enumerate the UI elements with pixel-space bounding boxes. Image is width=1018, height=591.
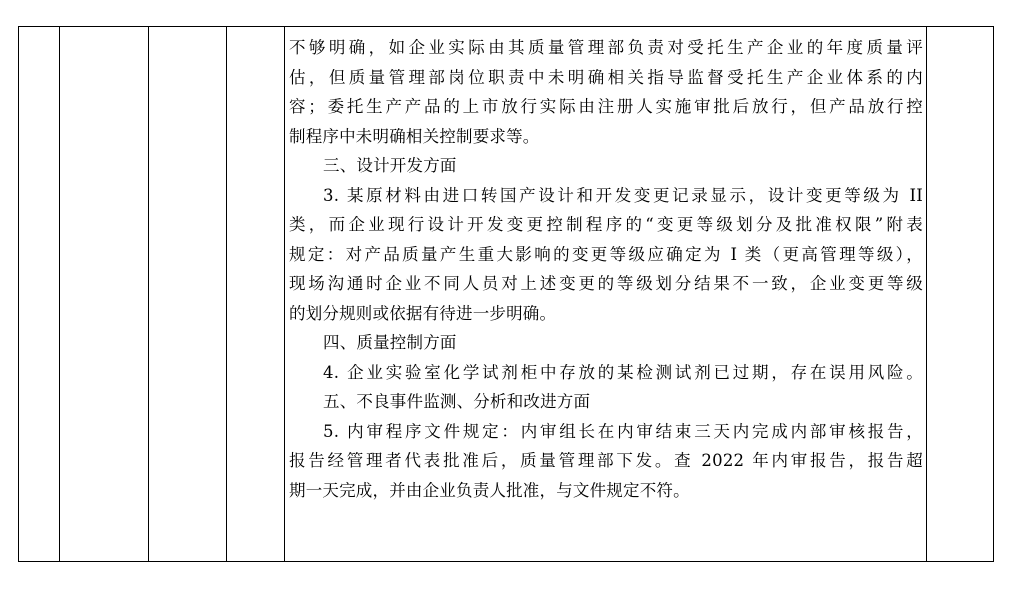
section-heading-quality-control: 四、质量控制方面 [323,333,457,352]
text-line: 估，但质量管理部岗位职责中未明确相关指导监督受托生产企业体系的内 [289,67,923,87]
table-cell-col4 [227,27,284,561]
text-line: 现场沟通时企业不同人员对上述变更的等级划分结果不一致，企业变更等级 [289,274,923,293]
table-cell-col2 [60,27,148,561]
text-line: 3. 某原材料由进口转国产设计和开发变更记录显示，设计变更等级为 II [323,185,923,205]
text-line: 制程序中未明确相关控制要求等。 [289,126,540,146]
table-cell-col6 [927,27,993,561]
text-line: 容；委托生产产品的上市放行实际由注册人实施审批后放行，但产品放行控 [289,97,923,116]
text-line: 类，而企业现行设计开发变更控制程序的“变更等级划分及批准权限”附表 [289,215,923,234]
findings-content-cell [286,27,926,561]
table-cell-col3 [149,27,226,561]
table-cell-col1 [19,27,59,561]
section-heading-adverse-events: 五、不良事件监测、分析和改进方面 [323,392,591,411]
text-line: 5. 内审程序文件规定：内审组长在内审结束三天内完成内部审核报告， [323,421,923,441]
section-heading-design: 三、设计开发方面 [323,156,457,175]
findings-table [18,26,994,562]
text-line: 期一天完成，并由企业负责人批准，与文件规定不符。 [289,480,690,500]
text-line: 规定：对产品质量产生重大影响的变更等级应确定为 I 类（更高管理等级）， [289,244,923,264]
column-divider-4 [284,27,285,561]
text-line: 不够明确，如企业实际由其质量管理部负责对受托生产企业的年度质量评 [289,38,923,57]
text-line: 报告经管理者代表批准后，质量管理部下发。查 2022 年内审报告，报告超 [289,451,923,470]
text-line: 4. 企业实验室化学试剂柜中存放的某检测试剂已过期，存在误用风险。 [323,362,923,382]
text-line: 的划分规则或依据有待进一步明确。 [289,303,557,323]
